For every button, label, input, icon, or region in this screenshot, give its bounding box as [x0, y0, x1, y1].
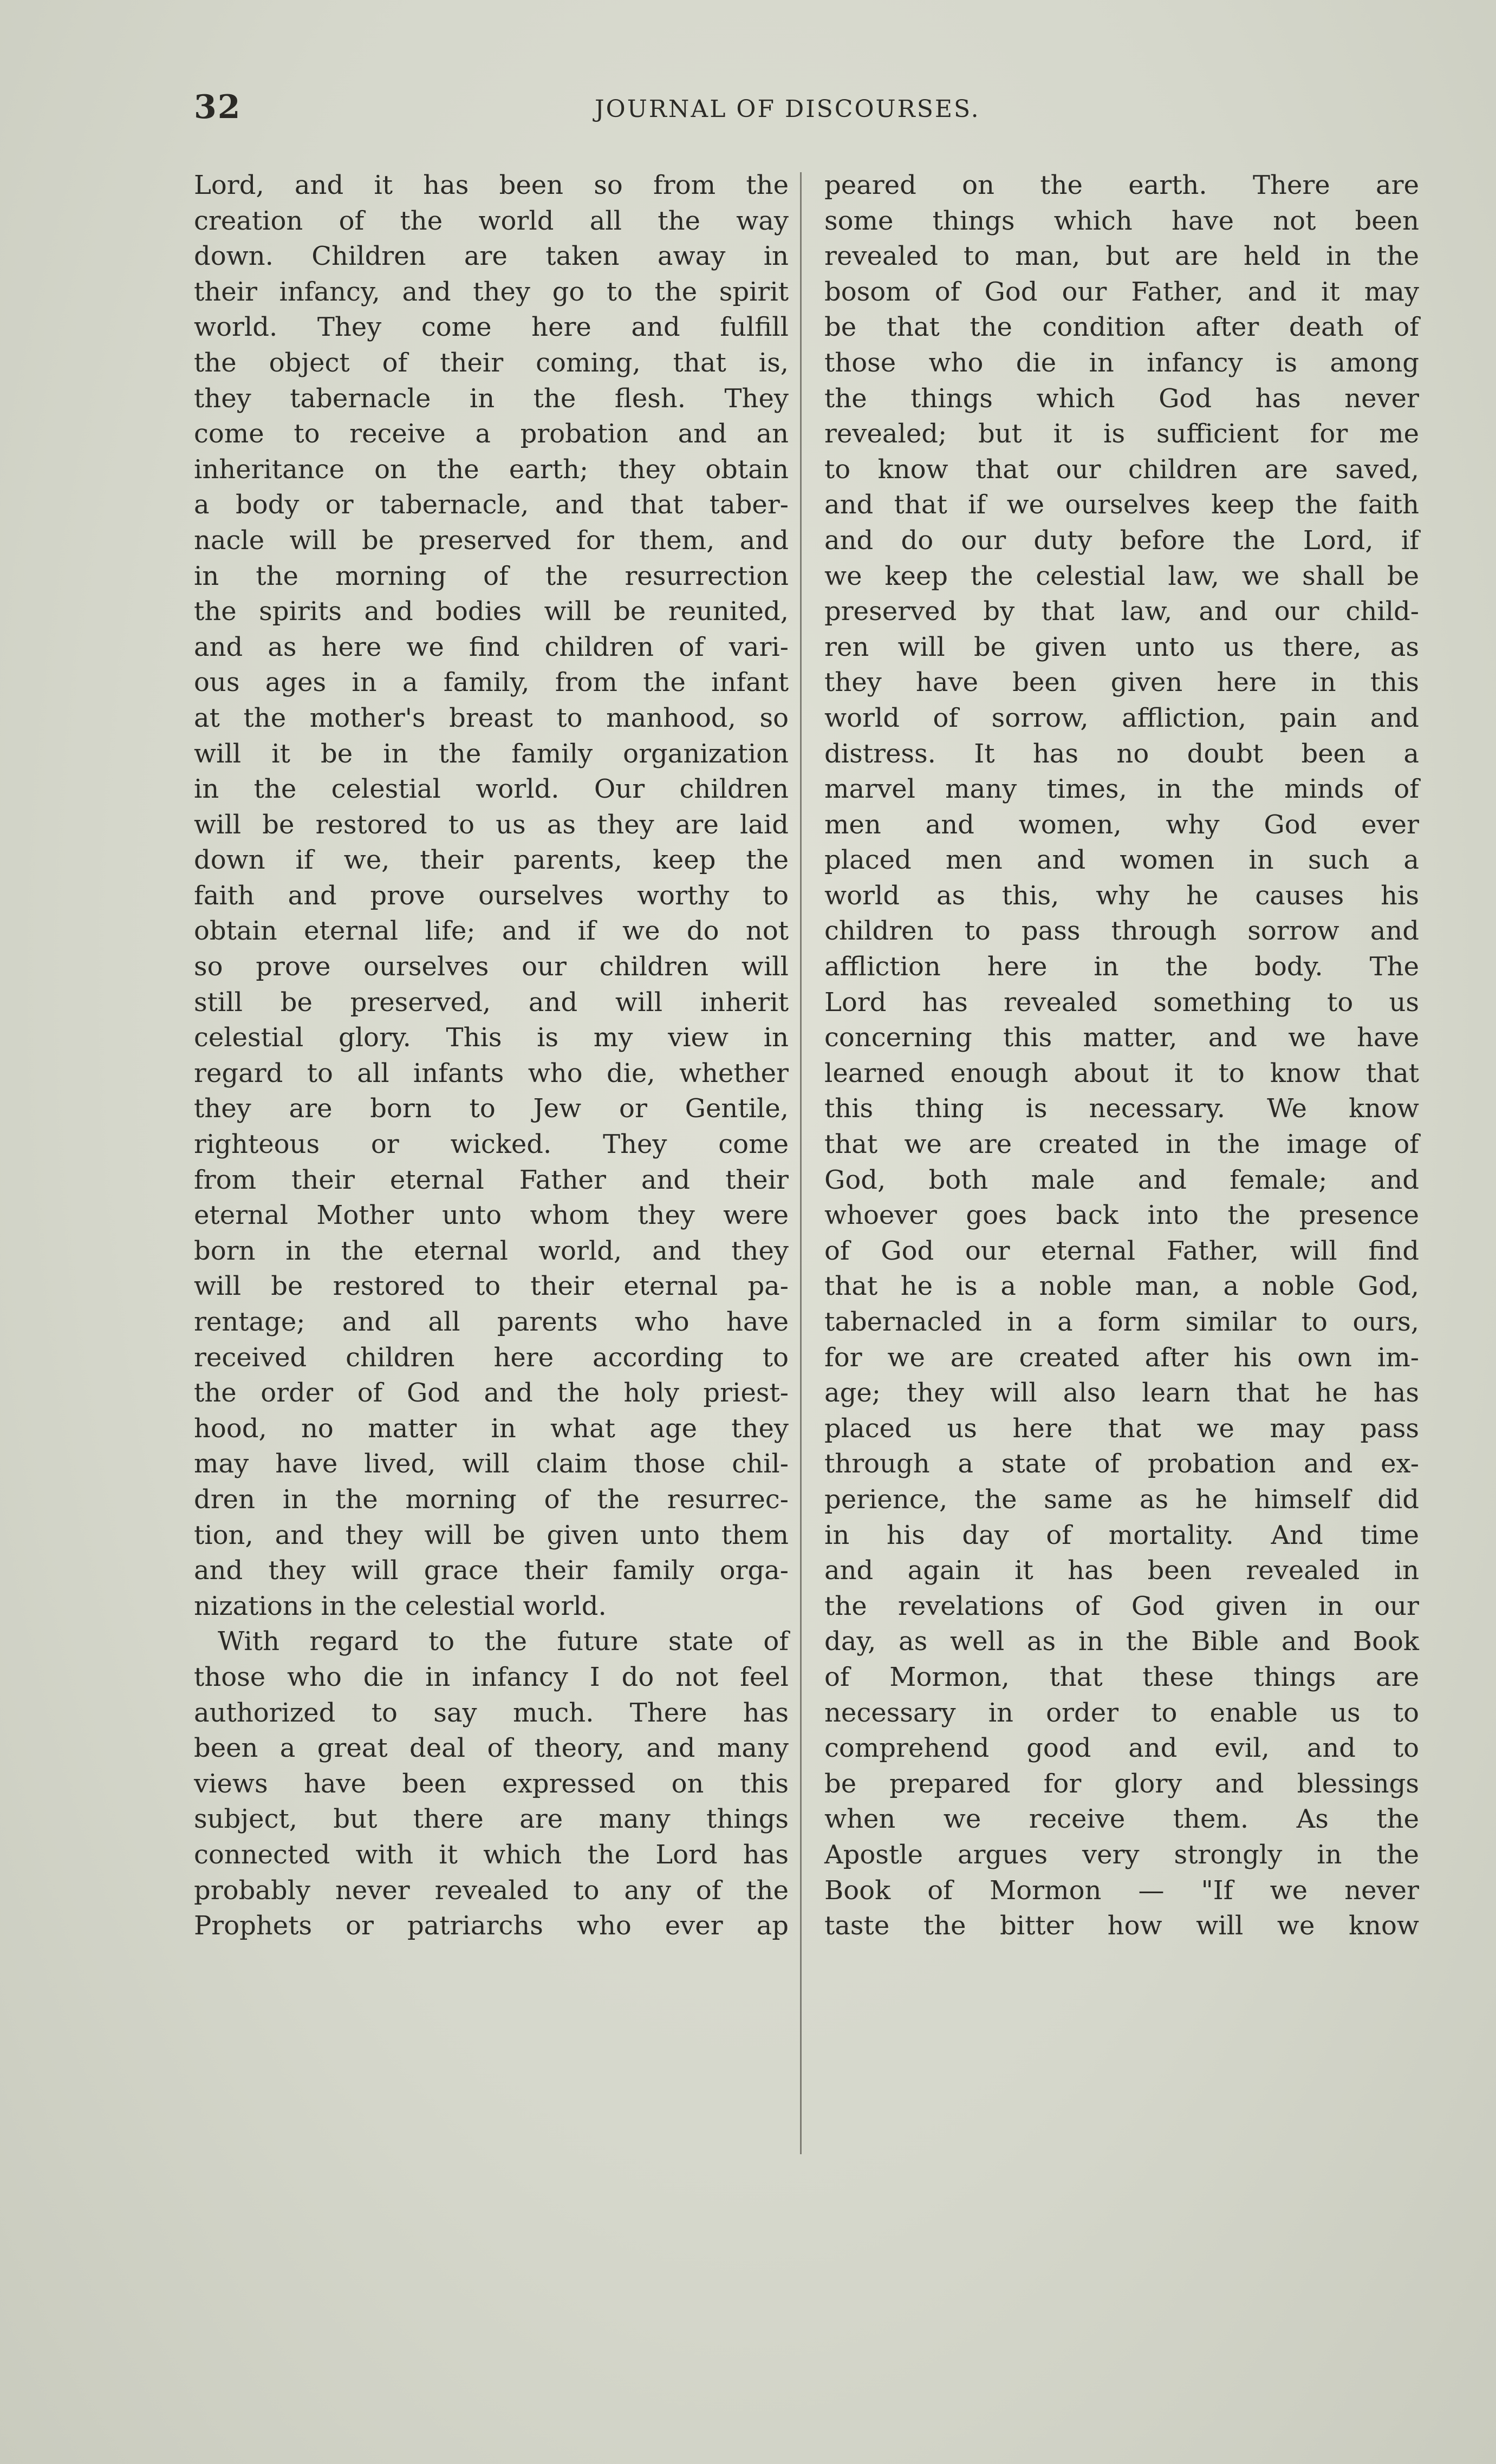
- text-line: world as this, why he causes his: [824, 880, 1419, 911]
- text-line: Apostle argues very strongly in the: [824, 1839, 1419, 1870]
- text-line: at the mother's breast to manhood, so: [194, 702, 789, 733]
- text-line: a body or tabernacle, and that taber-: [194, 490, 789, 520]
- text-line: been a great deal of theory, and many: [194, 1733, 789, 1764]
- text-line: Book of Mormon — "If we never: [824, 1875, 1419, 1906]
- text-line: tion, and they will be given unto them: [194, 1520, 789, 1550]
- text-line: age; they will also learn that he has: [824, 1378, 1419, 1409]
- text-line: the order of God and the holy priest-: [194, 1378, 789, 1409]
- text-line: subject, but there are many things: [194, 1804, 789, 1835]
- text-line: children to pass through sorrow and: [824, 916, 1419, 947]
- text-line: placed us here that we may pass: [824, 1413, 1419, 1444]
- text-line: and they will grace their family orga-: [194, 1555, 789, 1586]
- text-line: when we receive them. As the: [824, 1804, 1419, 1835]
- text-line: we keep the celestial law, we shall be: [824, 560, 1419, 591]
- text-line: ren will be given unto us there, as: [824, 631, 1419, 662]
- text-line: born in the eternal world, and they: [194, 1235, 789, 1266]
- text-line: from their eternal Father and their: [194, 1164, 789, 1195]
- text-line: day, as well as in the Bible and Book: [824, 1626, 1419, 1657]
- text-line: some things which have not been: [824, 205, 1419, 236]
- text-line: their infancy, and they go to the spirit: [194, 276, 789, 307]
- text-line: nacle will be preserved for them, and: [194, 525, 789, 556]
- text-line: preserved by that law, and our child-: [824, 596, 1419, 627]
- text-line: men and women, why God ever: [824, 809, 1419, 840]
- text-line: faith and prove ourselves worthy to: [194, 880, 789, 911]
- text-line: will be restored to their eternal pa-: [194, 1271, 789, 1302]
- text-line: world. They come here and fulfill: [194, 312, 789, 343]
- text-line: righteous or wicked. They come: [194, 1129, 789, 1160]
- page-number: 32: [194, 88, 242, 126]
- text-line: down if we, their parents, keep the: [194, 845, 789, 876]
- text-line: and again it has been revealed in: [824, 1555, 1419, 1586]
- text-line: the spirits and bodies will be reunited,: [194, 596, 789, 627]
- text-line: regard to all infants who die, whether: [194, 1058, 789, 1088]
- text-line: down. Children are taken away in: [194, 241, 789, 272]
- text-line: whoever goes back into the presence: [824, 1200, 1419, 1231]
- text-line: revealed; but it is sufficient for me: [824, 419, 1419, 449]
- text-line: they tabernacle in the flesh. They: [194, 383, 789, 414]
- right-column: [824, 168, 1419, 1944]
- text-line: tabernacled in a form similar to ours,: [824, 1307, 1419, 1337]
- text-line: revealed to man, but are held in the: [824, 241, 1419, 272]
- text-line: world of sorrow, affliction, pain and: [824, 702, 1419, 733]
- text-line: placed men and women in such a: [824, 845, 1419, 876]
- text-line: in his day of mortality. And time: [824, 1520, 1419, 1550]
- text-line: celestial glory. This is my view in: [194, 1022, 789, 1053]
- text-line: peared on the earth. There are: [824, 170, 1419, 200]
- text-line: God, both male and female; and: [824, 1164, 1419, 1195]
- text-line: obtain eternal life; and if we do not: [194, 916, 789, 947]
- text-line: that we are created in the image of: [824, 1129, 1419, 1160]
- text-line: nizations in the celestial world.: [194, 1590, 607, 1621]
- text-line: connected with it which the Lord has: [194, 1839, 789, 1870]
- text-line: rentage; and all parents who have: [194, 1307, 789, 1337]
- text-line: eternal Mother unto whom they were: [194, 1200, 789, 1231]
- text-line: creation of the world all the way: [194, 205, 789, 236]
- text-line: received children here according to: [194, 1342, 789, 1373]
- text-line: dren in the morning of the resurrec-: [194, 1484, 789, 1515]
- text-line: learned enough about it to know that: [824, 1058, 1419, 1088]
- text-line: ous ages in a family, from the infant: [194, 667, 789, 698]
- text-line: come to receive a probation and an: [194, 419, 789, 449]
- text-line: bosom of God our Father, and it may: [824, 276, 1419, 307]
- text-line: to know that our children are saved,: [824, 454, 1419, 485]
- text-line: those who die in infancy I do not feel: [194, 1661, 789, 1692]
- text-line: be that the condition after death of: [824, 312, 1419, 343]
- text-line: for we are created after his own im-: [824, 1342, 1419, 1373]
- text-line: and that if we ourselves keep the faith: [824, 490, 1419, 520]
- text-line: may have lived, will claim those chil-: [194, 1449, 789, 1479]
- text-line: those who die in infancy is among: [824, 347, 1419, 378]
- text-line: of God our eternal Father, will find: [824, 1235, 1419, 1266]
- text-line: will it be in the family organization: [194, 738, 789, 769]
- text-line: they have been given here in this: [824, 667, 1419, 698]
- text-line: the things which God has never: [824, 383, 1419, 414]
- text-line: the object of their coming, that is,: [194, 347, 789, 378]
- text-line: marvel many times, in the minds of: [824, 774, 1419, 805]
- text-line: probably never revealed to any of the: [194, 1875, 789, 1906]
- text-line: comprehend good and evil, and to: [824, 1733, 1419, 1764]
- text-line: authorized to say much. There has: [194, 1697, 789, 1728]
- text-line: hood, no matter in what age they: [194, 1413, 789, 1444]
- text-line: will be restored to us as they are laid: [194, 809, 789, 840]
- text-line: in the celestial world. Our children: [194, 774, 789, 805]
- text-line: perience, the same as he himself did: [824, 1484, 1419, 1515]
- text-line: Prophets or patriarchs who ever ap: [194, 1911, 789, 1941]
- left-column: [194, 168, 789, 1944]
- text-line: the revelations of God given in our: [824, 1590, 1419, 1621]
- text-line: so prove ourselves our children will: [194, 951, 789, 982]
- text-line: of Mormon, that these things are: [824, 1661, 1419, 1692]
- text-line: in the morning of the resurrection: [194, 560, 789, 591]
- text-line: be prepared for glory and blessings: [824, 1768, 1419, 1799]
- text-line: that he is a noble man, a noble God,: [824, 1271, 1419, 1302]
- text-line: still be preserved, and will inherit: [194, 987, 789, 1018]
- text-line: necessary in order to enable us to: [824, 1697, 1419, 1728]
- text-line: views have been expressed on this: [194, 1768, 789, 1799]
- text-line: Lord has revealed something to us: [824, 987, 1419, 1018]
- column-divider: [800, 172, 802, 2154]
- text-line: concerning this matter, and we have: [824, 1022, 1419, 1053]
- running-title: JOURNAL OF DISCOURSES.: [595, 95, 980, 123]
- text-line: they are born to Jew or Gentile,: [194, 1093, 789, 1124]
- text-line: Lord, and it has been so from the: [194, 170, 789, 200]
- text-line: through a state of probation and ex-: [824, 1449, 1419, 1479]
- text-line: and as here we find children of vari-: [194, 631, 789, 662]
- text-line: distress. It has no doubt been a: [824, 738, 1419, 769]
- text-line: this thing is necessary. We know: [824, 1093, 1419, 1124]
- paragraph-first-line: With regard to the future state of: [218, 1626, 789, 1657]
- text-line: inheritance on the earth; they obtain: [194, 454, 789, 485]
- text-line: and do our duty before the Lord, if: [824, 525, 1419, 556]
- text-line: taste the bitter how will we know: [824, 1911, 1419, 1941]
- text-line: affliction here in the body. The: [824, 951, 1419, 982]
